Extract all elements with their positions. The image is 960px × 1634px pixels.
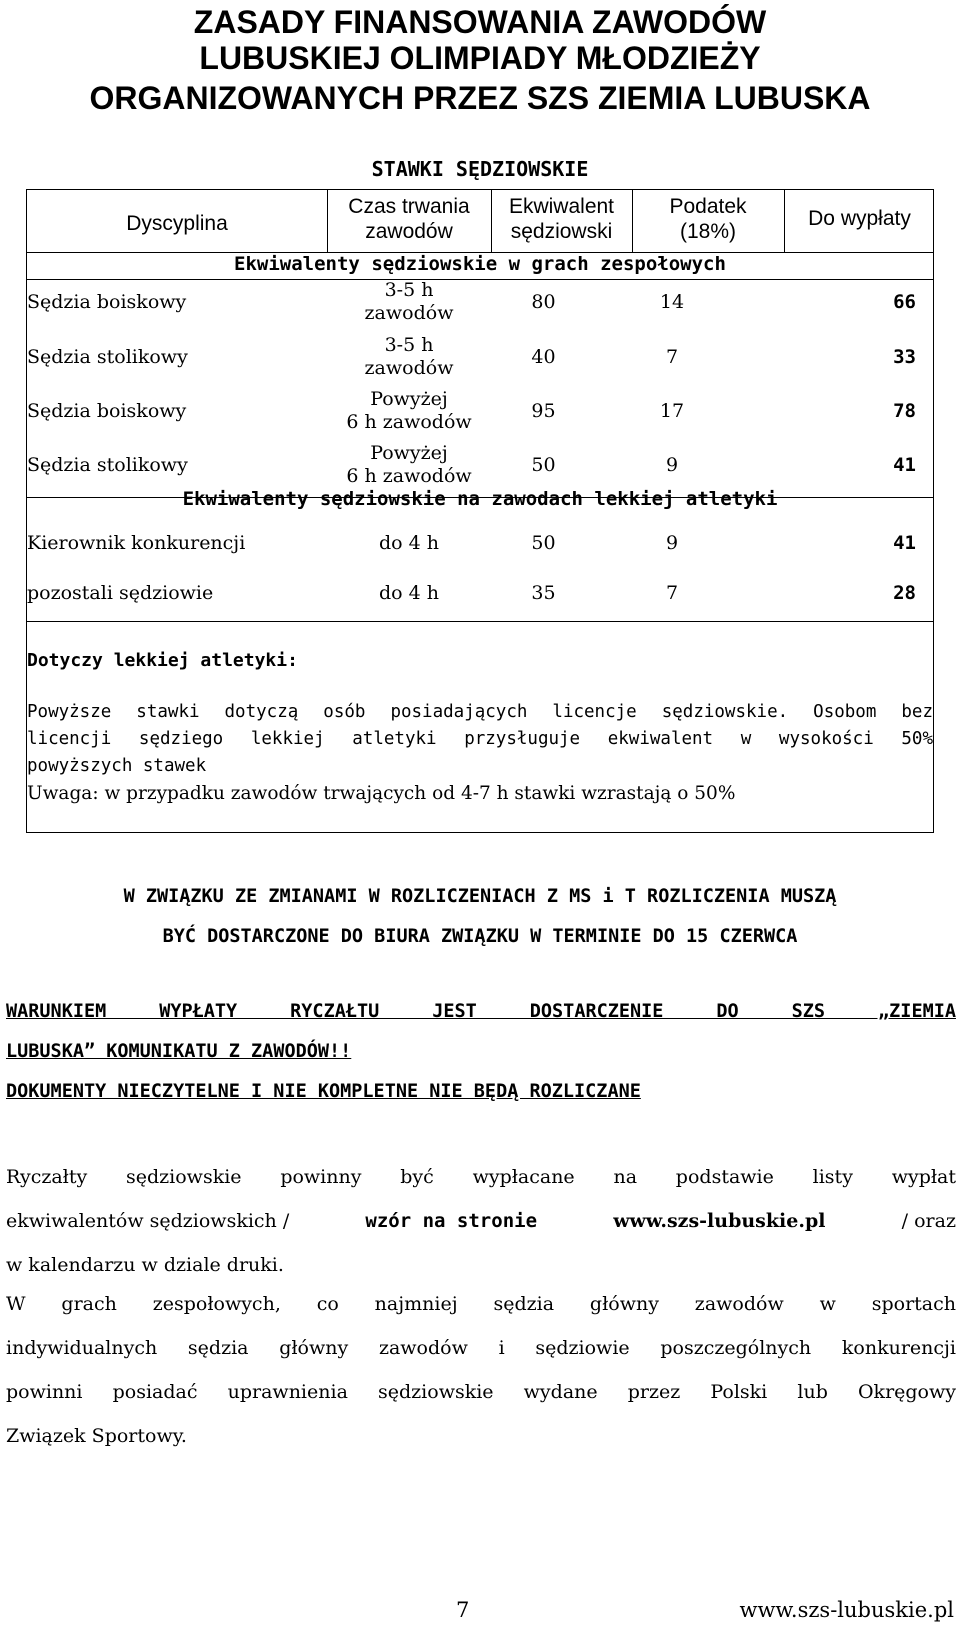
team-row-4-role: Sędzia stolikowy — [27, 454, 188, 476]
team-row-3-equivalent: 95 — [531, 400, 556, 422]
header-equivalent: Ekwiwalent sędziowski — [508, 195, 615, 243]
team-row-4-tax: 9 — [665, 454, 679, 476]
header-tax: Podatek (18%) — [669, 195, 747, 243]
notes-warning: Uwaga: w przypadku zawodów trwających od 4-7 h stawki wzrastają o 50% — [27, 783, 736, 804]
athletics-row-2-equivalent: 35 — [531, 582, 556, 604]
team-row-2-time: 3-5 h zawodów — [364, 334, 454, 379]
athletics-row-2-payout: 28 — [893, 582, 916, 604]
team-row-1-time: 3-5 h zawodów — [364, 279, 454, 324]
team-row-2-tax: 7 — [665, 346, 679, 368]
header-discipline: Dyscyplina — [126, 212, 228, 235]
paragraph-referee-qualifications: W grach zespołowych, co najmniej sędzia główny zawodów w sportach indywidualnych sędzia główny zawodów i sędziowie poszczególnych konkurencji powinni posiadać uprawnienia sędziowskie wydane przez Polski lub Okręgowy Związek Sportowy. — [6, 1293, 956, 1447]
page-title-line-3: ORGANIZOWANYCH PRZEZ SZS ZIEMIA LUBUSKA — [89, 80, 871, 116]
team-row-2-equivalent: 40 — [531, 346, 556, 368]
team-row-1-role: Sędzia boiskowy — [27, 291, 187, 313]
paragraph-payout-lists: Ryczałty sędziowskie powinny być wypłacane na podstawie listy wypłat ekwiwalentów sędziowskich / wzór na stronie www.szs-lubuskie.pl / oraz w kalendarzu w dziale druki. — [6, 1166, 956, 1276]
header-duration: Czas trwania zawodów — [348, 195, 470, 243]
rates-table — [26, 189, 934, 833]
section-team-games: Ekwiwalenty sędziowskie w grach zespołowych — [234, 253, 726, 275]
team-row-3-role: Sędzia boiskowy — [27, 400, 187, 422]
athletics-row-1-time: do 4 h — [378, 532, 439, 554]
team-row-3-payout: 78 — [893, 400, 916, 422]
athletics-row-1-equivalent: 50 — [531, 532, 556, 554]
page-title-line-2: LUBUSKIEJ OLIMPIADY MŁODZIEŻY — [199, 40, 761, 76]
athletics-row-2-time: do 4 h — [378, 582, 439, 604]
team-row-3-time: Powyżej 6 h zawodów — [346, 388, 472, 433]
team-row-1-equivalent: 80 — [531, 291, 556, 313]
payment-condition: WARUNKIEM WYPŁATY RYCZAŁTU JEST DOSTARCZENIE DO SZS „ZIEMIA LUBUSKA” KOMUNIKATU Z ZAWODÓW!! DOKUMENTY NIECZYTELNE I NIE KOMPLETNE NIE BĘDĄ ROZLICZANE — [6, 1001, 956, 1102]
athletics-row-1-payout: 41 — [893, 532, 916, 554]
team-row-3-tax: 17 — [659, 400, 685, 422]
footer-website: www.szs-lubuskie.pl — [739, 1598, 954, 1622]
deadline-notice: W ZWIĄZKU ZE ZMIANAMI W ROZLICZENIACH Z MS i T ROZLICZENIA MUSZĄ BYĆ DOSTARCZONE DO BIURA ZWIĄZKU W TERMINIE DO 15 CZERWCA — [123, 886, 837, 947]
team-row-4-payout: 41 — [893, 454, 916, 476]
athletics-row-1-role: Kierownik konkurencji — [27, 532, 246, 554]
page-number: 7 — [456, 1598, 470, 1622]
section-athletics: Ekwiwalenty sędziowskie na zawodach lekkiej atletyki — [182, 488, 778, 510]
athletics-row-2-tax: 7 — [665, 582, 679, 604]
team-row-1-payout: 66 — [893, 291, 916, 313]
notes-heading: Dotyczy lekkiej atletyki: — [27, 650, 298, 671]
header-payout: Do wypłaty — [808, 207, 911, 230]
team-row-4-time: Powyżej 6 h zawodów — [346, 442, 472, 487]
notes-text: Powyższe stawki dotyczą osób posiadających licencje sędziowskie. Osobom bez licencji sędziego lekkiej atletyki przysługuje ekwiwalent w wysokości 50% powyższych stawek — [27, 702, 933, 776]
table-caption: STAWKI SĘDZIOWSKIE — [371, 157, 589, 181]
athletics-row-1-tax: 9 — [665, 532, 679, 554]
team-row-1-tax: 14 — [659, 291, 685, 313]
page-title-line-1: ZASADY FINANSOWANIA ZAWODÓW — [193, 4, 767, 40]
team-row-2-payout: 33 — [893, 346, 916, 368]
team-row-2-role: Sędzia stolikowy — [27, 346, 188, 368]
team-row-4-equivalent: 50 — [531, 454, 556, 476]
athletics-row-2-role: pozostali sędziowie — [27, 582, 214, 604]
